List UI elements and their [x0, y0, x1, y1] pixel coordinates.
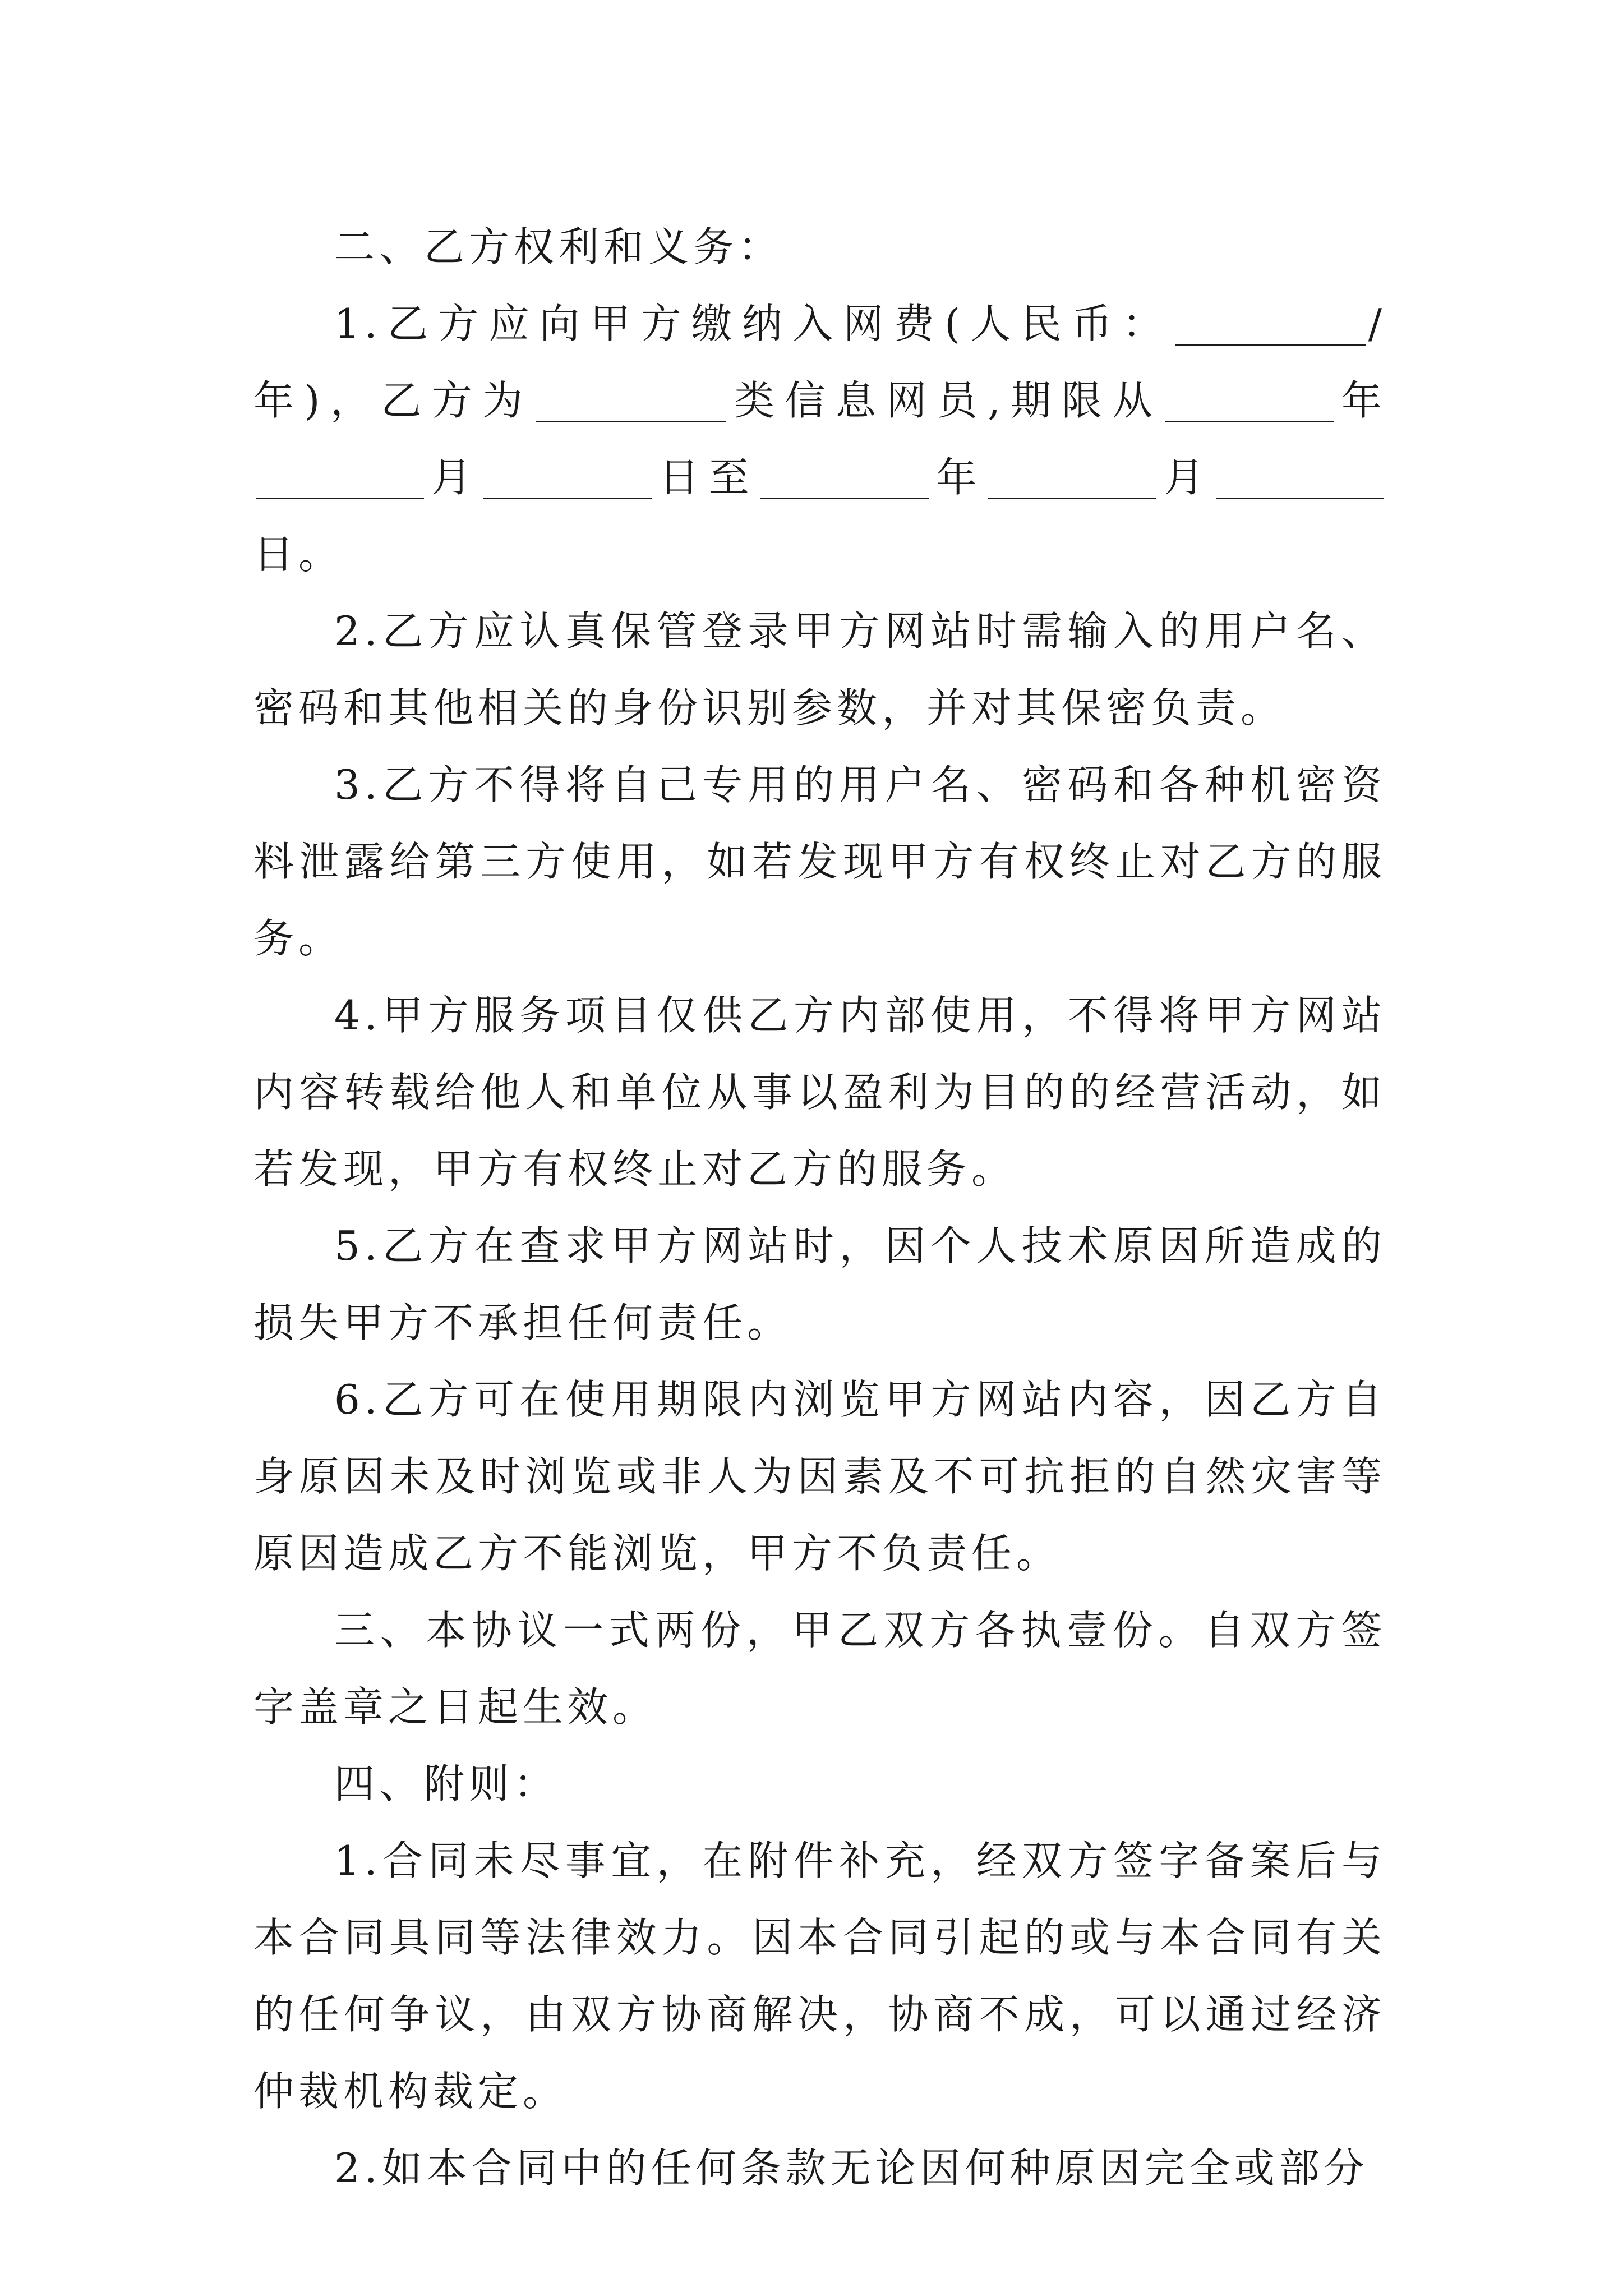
- clause-2-1-text-a: 1.乙方应向甲方缴纳入网费(人民币：: [334, 300, 1173, 347]
- start-day-blank: [483, 457, 652, 499]
- clause-2-1-text-h: 月: [1159, 454, 1214, 501]
- start-month-blank: [256, 457, 424, 499]
- section-2-heading: 二、乙方权利和义务：: [334, 223, 783, 270]
- clause-2-1-text-e: 月: [426, 454, 481, 501]
- clause-4-2: 2.如本合同中的任何条款无论因何种原因完全或部分: [334, 2145, 1369, 2192]
- clause-2-1-text-i: 日。: [253, 531, 344, 578]
- clause-2-1-text-b: /年)，乙方为: [253, 300, 1386, 424]
- clause-2-4: 4.甲方服务项目仅供乙方内部使用，不得将甲方网站内容转载给他人和单位从事以盈利为目的的经营活动，如若发现，甲方有权终止对乙方的服务。: [253, 992, 1386, 1193]
- clause-2-1-text-d: 年: [1335, 377, 1386, 424]
- clause-2-1: [253, 286, 1386, 593]
- clause-4-1: 1.合同未尽事宜，在附件补充，经双方签字备案后与本合同具同等法律效力。因本合同引起的或与本合同有关的任何争议，由双方协商解决，协商不成，可以通过经济仲裁机构裁定。: [253, 1837, 1386, 2115]
- start-year-blank: [1165, 380, 1334, 422]
- clause-2-5: 5.乙方在查求甲方网站时，因个人技术原因所造成的损失甲方不承担任何责任。: [253, 1222, 1386, 1346]
- fee-amount-blank: [1175, 303, 1366, 346]
- clause-2-6: 6.乙方可在使用期限内浏览甲方网站内容，因乙方自身原因未及时浏览或非人为因素及不可抗拒的自然灾害等原因造成乙方不能浏览，甲方不负责任。: [253, 1376, 1386, 1577]
- clause-2-2: 2.乙方应认真保管登录甲方网站时需输入的用户名、密码和其他相关的身份识别参数，并对其保密负责。: [253, 608, 1386, 731]
- end-year-blank: [760, 457, 929, 499]
- end-day-blank: [1216, 457, 1384, 499]
- clause-2-1-text-f: 日至: [653, 454, 759, 501]
- clause-2-3: 3.乙方不得将自己专用的用户名、密码和各种机密资料泄露给第三方使用，如若发现甲方有权终止对乙方的服务。: [253, 761, 1386, 962]
- end-month-blank: [988, 457, 1156, 499]
- member-type-blank: [536, 380, 726, 422]
- clause-2-1-text-g: 年: [931, 454, 986, 501]
- section-3: 三、本协议一式两份，甲乙双方各执壹份。自双方签字盖章之日起生效。: [253, 1607, 1386, 1731]
- clause-2-1-text-c: 类信息网员,期限从: [728, 377, 1163, 424]
- section-4-heading: 四、附则：: [334, 1760, 559, 1807]
- contract-body: [253, 209, 1386, 2207]
